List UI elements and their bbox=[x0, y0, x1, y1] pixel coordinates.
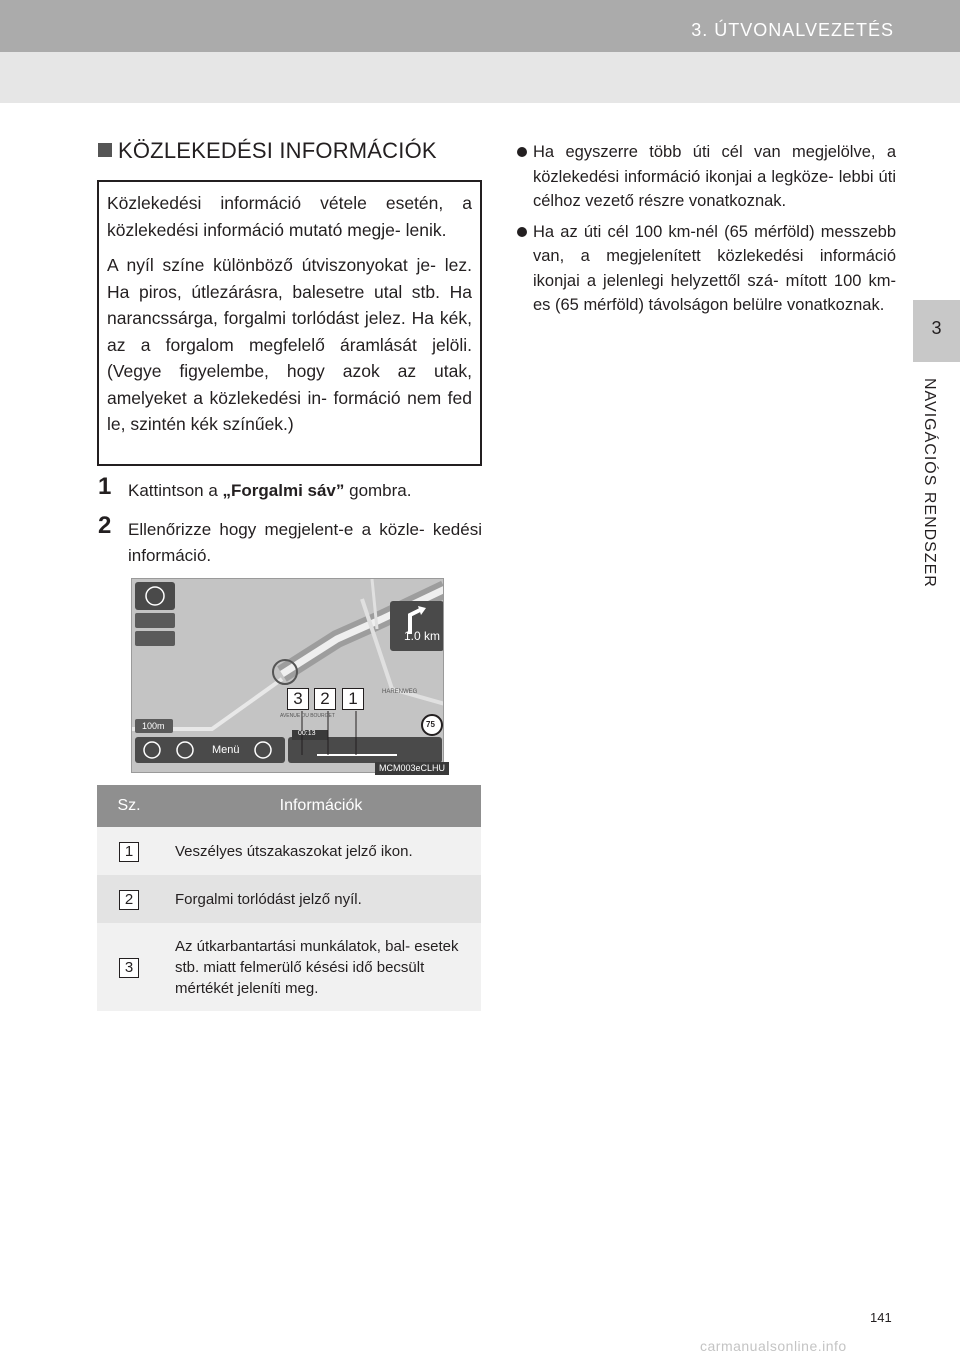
step-text-before: Kattintson a bbox=[128, 481, 223, 500]
info-paragraph-2: A nyíl színe különböző útviszonyokat je- lez. Ha piros, útlezárásra, balesetre utal stb. Ha narancssárga, forgalmi torlódást jelez. Ha kék, az a forgalom megfelelő áramlását jelöli. (Vegye figyelembe, hogy azok az utak, amelyeket a közlekedési in- formáció nem fed le, szintén kék színűek.) bbox=[107, 255, 472, 434]
side-tab-label: NAVIGÁCIÓS RENDSZER bbox=[921, 378, 938, 588]
watermark: carmanualsonline.info bbox=[700, 1338, 847, 1354]
table-row bbox=[97, 875, 481, 923]
column-header-information: Információk bbox=[161, 785, 481, 827]
bullet-dot-icon bbox=[517, 147, 527, 157]
square-bullet-icon bbox=[98, 143, 112, 157]
table-header-row bbox=[97, 785, 481, 827]
street-name-2: AVENUE DU BOURGET bbox=[280, 713, 335, 719]
eta-time: 00:13 bbox=[298, 730, 316, 737]
callout-1: 1 bbox=[342, 688, 364, 710]
callout-2: 2 bbox=[314, 688, 336, 710]
row-number: 3 bbox=[119, 958, 139, 978]
page-number: 141 bbox=[870, 1310, 892, 1325]
table-row bbox=[97, 827, 481, 875]
info-box bbox=[97, 180, 482, 466]
info-paragraph-1: Közlekedési információ vétele esetén, a közlekedési információ mutató megje- lenik. bbox=[107, 193, 472, 240]
page-header bbox=[0, 0, 960, 103]
column-header-number: Sz. bbox=[97, 785, 161, 827]
row-number: 2 bbox=[119, 890, 139, 910]
list-item bbox=[517, 140, 896, 214]
turn-distance: 1.0 km bbox=[404, 629, 441, 643]
info-table bbox=[97, 785, 481, 1011]
street-name: HARENWEG bbox=[382, 689, 418, 695]
step-text-after: gombra. bbox=[344, 481, 412, 500]
callout-3: 3 bbox=[287, 688, 309, 710]
map-scale: 100m bbox=[142, 721, 165, 731]
row-text: Az útkarbantartási munkálatok, bal- esetek stb. miatt felmerülő késési idő becsült mértékét jeleníti meg. bbox=[161, 923, 481, 1011]
row-number: 1 bbox=[119, 842, 139, 862]
map-illustration bbox=[132, 579, 444, 773]
speed-limit: 75 bbox=[426, 720, 435, 729]
step-number: 1 bbox=[98, 473, 112, 500]
image-reference-code: MCM003eCLHU bbox=[375, 762, 449, 775]
navigation-screenshot bbox=[131, 578, 444, 773]
row-text: Veszélyes útszakaszokat jelző ikon. bbox=[161, 827, 481, 875]
row-text: Forgalmi torlódást jelző nyíl. bbox=[161, 875, 481, 923]
step-1 bbox=[98, 473, 482, 504]
chapter-title: 3. ÚTVONALVEZETÉS bbox=[691, 20, 894, 40]
side-strip bbox=[913, 103, 960, 1360]
side-tab-number: 3 bbox=[931, 318, 942, 338]
note-text: Ha egyszerre több úti cél van megjelölve, a közlekedési információ ikonjai a legköze- lebbi úti célhoz vezető részre vonatkoznak. bbox=[533, 143, 896, 210]
step-number: 2 bbox=[98, 512, 112, 539]
step-text: Ellenőrizze hogy megjelent-e a közle- kedési információ. bbox=[128, 520, 482, 565]
section-heading-text: KÖZLEKEDÉSI INFORMÁCIÓK bbox=[118, 138, 437, 163]
menu-button-label: Menü bbox=[212, 744, 240, 756]
table-row bbox=[97, 923, 481, 1011]
note-text: Ha az úti cél 100 km-nél (65 mérföld) messzebb van, a megjelenített közlekedési információ ikonjai a jelenlegi helyzettől szá- mított 100 km-es (65 mérföld) távolságon belülre vonatkoznak. bbox=[533, 222, 896, 314]
button-name: „Forgalmi sáv” bbox=[222, 481, 345, 500]
list-item bbox=[517, 220, 896, 318]
step-2 bbox=[98, 512, 482, 569]
step-text bbox=[98, 478, 482, 504]
section-heading bbox=[98, 138, 437, 164]
notes-list bbox=[517, 140, 896, 324]
bullet-dot-icon bbox=[517, 227, 527, 237]
